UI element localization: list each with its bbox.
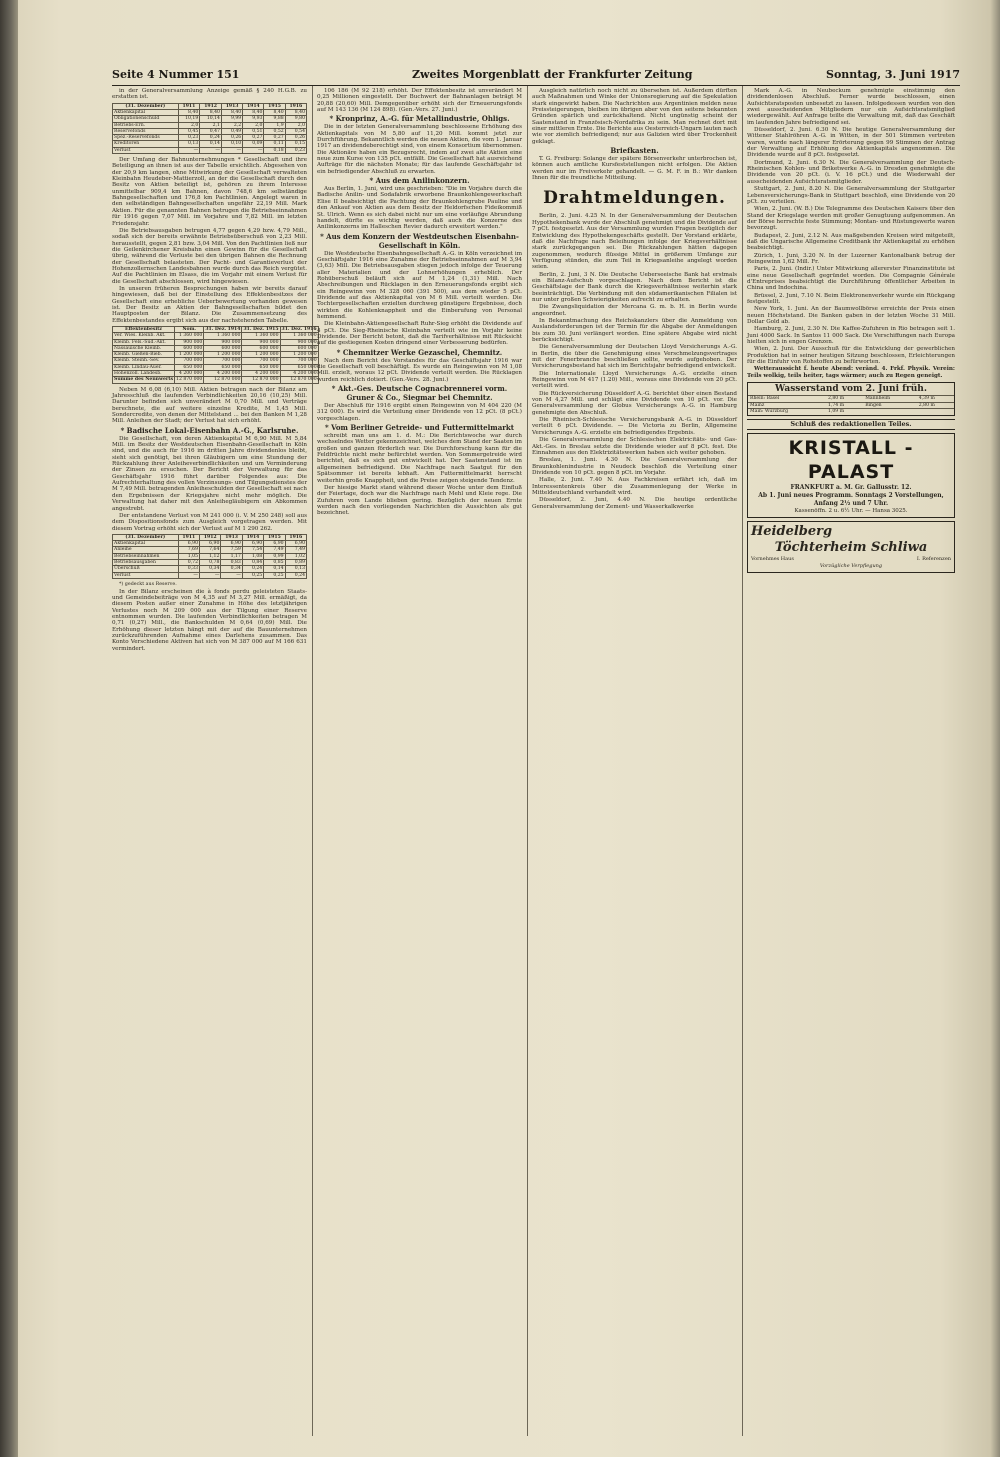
ad-address: FRANKFURT a. M. Gr. Gallusstr. 12. (790, 483, 912, 491)
table-row: Obligationenschuld 10,19 10,14 9,99 9,93 9,88 9,80 (114, 116, 305, 122)
article-paragraph: Der Umfang der Bahnunternehmungen * Gesellschaft und ihre Beteiligung an ihnen ist aus der Tabelle ersichtlich. Abgesehen von der 20,9 km langen, ohne Mitwirkung der Gesellschaft verwalteten Kleinbahn Heudeber-Mattierzoll, an der die Gesellschaft durch den Besitz von Aktien beteiligt ist, gehören zu ihrem Interesse unmittelbar 909,4 km Bahnen, davon 748,6 km selbständige Bahngesellschaften und 176,8 km Pachtlinien. Angelegt waren in den selbständigen Bahngesellschaften ungefähr 22,19 Mill. Mark Aktien. Für die genannten Bahnen betrugen die Betriebseinnahmen für 1916 gegen 7,07 Mill. im Vorjahre und 7,82 Mill. im letzten Friedensjahr. (112, 157, 307, 227)
table-row: Betriebsausgaben 0,72 0,78 0,83 0,84 0,85 0,89 (114, 560, 305, 566)
weather-forecast: Wetteraussicht f. heute Abend: veränd. 4. Frkf. Physik. Verein: Teils wolkig, teils heiter, tags wärmer; auch zu Regen geneigt. (747, 366, 955, 379)
balance-table-1: (31. Dezember) 1911 1912 1913 1914 1915 1916 Aktienkapital 8,40 8,40 8,40 8,40 8,40 8,40 Obligationenschuld 10,19 10,14 9,99 9,93 9,88 9,80 Betriebs-Ern. 2,0 2,1 2,2 2,0 1,9 2,0 Reservefonds 0,45 0,47 0,49 0,51 0,52 0,54 Spez.-Reservefonds 0,23 0,24 0,26 0,27 0,27 0,26 Kreditoren 0,13 0,14 0,10 0,09 0,11 0,15 Verlust — — — — 0,18 0,23 (114, 103, 305, 153)
article-paragraph: T. G. Freiburg: Solange der spätere Börsenverkehr unterbrochen ist, können auch amtliche Kursfeststellungen nicht erfolgen. Die Aktien werden nur im Freiverkehr gehandelt. — G. M. F. in B.: Wir danken Ihnen für die freundliche Mitteilung. (532, 156, 737, 182)
telegram-item: Die Rückversicherung Düsseldorf A.-G. berichtet über einen Bestand von M 4,27 Mill. und schlägt eine Dividende von 10 pCt. vor. Die Generalversammlung der Globus Versicherungs A.-G. in Hamburg genehmigte den Abschluß. (532, 390, 737, 416)
telegram-item: Paris, 2. Juni. (Indir.) Unter Mitwirkung allererster Finanzinstitute ist eine neue Gesellschaft gegründet worden. Die Compagnie Générale d'Entreprises beabsichtigt die Durchführung öffentlicher Arbeiten in China und Indochina. (747, 266, 955, 292)
article-paragraph: In der Bilanz erscheinen die à fonds perdu geleisteten Staats- und Gemeindebeiträge von M 4,35 auf M 3,27 Mill. ermäßigt, da diesem Posten außer einer Zunahme in Höhe des letztjährigen Verlustes noch M 209 000 aus der Tilgung einer Reserve entnommen wurden. Die laufenden Verbindlichkeiten betragen M 0,71 (0,27) Mill., die Bankschulden M 0,64 (0,69) Mill. Die Erhöhung dieser letzten hängt mit der auf die Bauunternehmen zurückzuführenden Aufnahme eines Darlehens zusammen. Das Konto Verschiedene Aktiven hat sich von M 387 000 auf M 166 631 vermindert. (112, 588, 307, 652)
column-3 (532, 88, 737, 1434)
table-row: Mainz 1,74 m Bingen 2,80 m (748, 402, 954, 409)
page-header (112, 68, 960, 84)
table-row: Betriebseinnahmen 1,05 1,12 1,17 1,08 0,99 1,02 (114, 553, 305, 559)
article-paragraph: Der entstandene Verlust von M 241 000 (i. V. M 250 248) soll aus dem Dispositionsfonds zum Ausgleich vorgetragen werden. Mit diesem Vortrag erhöht sich der Verlust auf M 1 290 262. (112, 512, 307, 532)
table-row: Kleinb. Gießen-Bieb. 1 200 000 1 200 000 1 200 000 1 200 000 (114, 352, 317, 358)
header-rule (112, 85, 960, 86)
table-total-row: Summe des Nennwerts 12 870 000 12 870 000 12 870 000 12 870 000 (114, 377, 317, 383)
ad-footer (751, 556, 951, 563)
securities-table: Effektenbesitz Nom. 31. Dez. 1914 31. Dez. 1915 31. Dez. 1916 Ver. Wies. Kleinb. Akt. 1 360 000 1 360 000 1 360 000 1 360 000 Kleinb. Fels.-Sud.-Akt. 900 000 900 000 900 000 900 000 Nassauische Kleinb. 600 000 600 000 600 000 600 000 Kleinb. Gießen-Bieb. 1 200 000 1 200 000 1 200 000 1 200 000 Kleinb. Steinh.-Sev. 700 000 700 000 700 000 700 000 Kleinb. Lindau-Auer. 650 000 650 000 650 000 650 000 Hohenzoll. Landesb. 4 200 000 4 200 000 4 200 000 4 200 000 Summe des Nennwerts 12 870 000 12 870 000 12 870 000 12 870 000 (114, 327, 317, 383)
advertisement-toechterheim (747, 521, 955, 573)
column-rule (742, 86, 743, 1436)
ad-right-text: I. Referenzen (916, 555, 951, 562)
balance-table-2: (31. Dezember) 1911 1912 1913 1914 1915 1916 Aktienkapital 6,90 6,90 6,90 6,90 6,90 6,90 Anleihe 7,69 7,64 7,59 7,54 7,49 7,49 Betriebseinnahmen 1,05 1,12 1,17 1,08 0,99 1,02 Betriebsausgaben 0,72 0,78 0,83 0,84 0,85 0,89 Überschuß 0,33 0,34 0,34 0,24 0,14 0,13 Verlust — — — 0,25 0,25 0,24 (114, 534, 305, 578)
telegram-item: Halle, 2. Juni. 7.40 N. Aus Fachkreisen erfährt ich, daß im Interessentenkreis über die Zusammenlegung der Werke in Mitteldeutschland verhandelt wird. (532, 477, 737, 496)
telegram-item: In Bekanntmachung des Reichskanzlers über die Anmeldung von Auslandsforderungen ist der Termin für die Abgabe der Anmeldungen bis zum 30. Juni verlängert worden. Eine spätere Abgabe wird nicht berücksichtigt. (532, 317, 737, 343)
ad-bottom-text: Vorzügliche Verpflegung (819, 562, 883, 569)
article-heading: * Vom Berliner Getreide- und Futtermittelmarkt (324, 423, 514, 433)
table-footnote: *) gedeckt aus Reserve. (119, 581, 177, 587)
article-paragraph: schreibt man uns am 1. d. M.: Die Berichtswoche war durch wechselndes Wetter gekennzeichnet, welches dem Stand der Saaten im großen und ganzen förderlich war. Die Durchforschung kann für die Feldfrüchte nicht mehr befürchtet werden. Von Sommergetreide wird berichtet, daß es sich gut entwickelt hat. Der Saatenstand ist im allgemeinen befriedigend. Die Nachfrage nach Saatgut für den Spätsommer ist bereits lebhaft. Am Futtermittelmarkt herrscht weiterhin große Knappheit, und die Preise zeigen steigende Tendenz. (317, 433, 522, 484)
article-heading: * Kronprinz, A.-G. für Metallindustrie, Ohligs. (329, 114, 510, 124)
article-paragraph: Aus Berlin, 1. Juni, wird uns geschrieben: "Die im Vorjahre durch die Badische Anilin- und Sodafabrik erworbene Braunkohlengewerkschaft Elise II beabsichtigt die Pachtung der Braunkohlengrube Pauline und den Ankauf von Aktien aus dem Besitz der Heldorfschen Fideikommiß St. Ulrich. Wenn es sich dabei nicht nur um eine vorläufige Abrundung handelt, dürfte es wichtig werden, daß auch die Konzerne des Anilinkonzerns im Halleschen Revier dadurch erweitert werden." (317, 186, 522, 231)
article-heading: * Aus dem Anilinkonzern. (369, 176, 470, 186)
article-paragraph: Der Abschluß für 1916 ergibt einen Reingewinn von M 404 220 (M 312 000). Es wird die Verteilung einer Dividende von 12 pCt. (8 pCt.) vorgeschlagen. (317, 403, 522, 422)
table-row: Kleinb. Fels.-Sud.-Akt. 900 000 900 000 900 000 900 000 (114, 339, 317, 345)
telegram-item: Die Generalversammlung der Deutschen Lloyd Versicherungs A.-G. in Berlin, die über die Genehmigung eines Verschmelzungsvertrages mit der Fenerbranche beschließen sollte, wurde aufgehoben. Der Versicherungsbestand hat sich im Berichtsjahr befriedigend entwickelt. (532, 344, 737, 370)
article-heading: * Akt.-Ges. Deutsche Cognacbrennerei vorm. Gruner & Co., Siegmar bei Chemnitz. (331, 384, 508, 403)
article-paragraph: Die Westdeutsche Eisenbahngesellschaft A.-G. in Köln verzeichnet im Geschäftsjahr 1916 eine Zunahme der Betriebseinnahmen auf M 3,94 (3,63) Mill. Die Betriebsausgaben stiegen jedoch infolge der Teuerung aller Materialien und der Lohnerhöhungen erheblich. Der Rohüberschuß beläuft sich auf M 1,24 (1,31) Mill. Nach Abschreibungen und Rücklagen in den Erneuerungsfonds ergibt sich ein Reingewinn von M 328 060 (391 500), aus dem wieder 5 pCt. Dividende auf das Aktienkapital von M 6 Mill. verteilt werden. Die Tochtergesellschaften erzielten durchweg günstigere Ergebnisse, doch wirkten die Kohlenknappheit und die Einberufung von Personal hemmend. (317, 250, 522, 320)
editorial-end-bar: Schluß des redaktionellen Teiles. (747, 419, 955, 430)
ad-box-office: Kassenöffn. 2 u. 6½ Uhr. — Hansa 3025. (794, 507, 908, 514)
article-paragraph: 106 186 (M 92 218) erhöht. Der Effektenbesitz ist unverändert M 0,25 Millionen eingestellt. Der Buchwert der Bahnanlagen beträgt M 20,88 (20,60) Mill. Demgegenüber erhöht sich der Erneuerungsfonds auf M 143 136 (M 124 898). (Gen.-Vers. 27. Juni.) (317, 88, 522, 114)
article-paragraph: Neben M 6,08 (6,10) Mill. Aktien betragen nach der Bilanz am Jahresschluß die laufenden Verbindlichkeiten 20,16 (10,25) Mill. Darunter befinden sich unverändert M 0,70 Mill. und Verträge berechnete, die auf weitere einzelne Kredite, M 1,45 Mill. Sondercredite, von denen der Mittelstand ... bei den Banken M 1,28 Mill. Anleihen der Stadt; der Verlust hat sich erhöht. (112, 386, 307, 425)
table-row: Reservefonds 0,45 0,47 0,49 0,51 0,52 0,54 (114, 128, 305, 134)
column-rule (312, 86, 313, 1436)
table-header: (31. Dezember) (113, 103, 179, 109)
article-heading: * Aus dem Konzern der Westdeutschen Eisenbahn-Gesellschaft in Köln. (320, 231, 519, 250)
telegram-item: Berlin, 2. Juni. 4.25 N. In der Generalversammlung der Deutschen Hypothekenbank wurde der Abschluß genehmigt und die Dividende auf 7 pCt. festgesetzt. Aus der Versammlung wurden Fragen bezüglich der Entwicklung des Hypothekengeschäfts gestellt. Der Vorstand erklärte, daß die Nachfrage nach Beleihungen infolge der Kriegsverhältnisse stark zurückgegangen sei. Die Rückzahlungen hätten dagegen zugenommen, wodurch flüssige Mittel in größerem Umfange zur Verfügung stünden, die zum Teil in Kriegsanleihe angelegt worden seien. (532, 213, 737, 271)
table-row: Kleinb. Steinh.-Sev. 700 000 700 000 700 000 700 000 (114, 358, 317, 364)
telegram-item: Berlin, 2. Juni, 3 N. Die Deutsche Ueberseeische Bank hat erstmals ein Bilanz-Aufschub vorgeschlagen. Nach dem Bericht ist die Geschäftslage der Bank durch die Kriegsverhältnisse weiterhin stark beeinträchtigt. Die Verbindung mit den südamerikanischen Filialen ist nur unter großen Schwierigkeiten aufrecht zu erhalten. (532, 271, 737, 303)
table-row: Aktienkapital 8,40 8,40 8,40 8,40 8,40 8,40 (114, 109, 305, 115)
table-row: Aktienkapital 6,90 6,90 6,90 6,90 6,90 6,90 (114, 541, 305, 547)
article-heading: * Chemnitzer Werke Gezaschel, Chemnitz. (336, 347, 503, 357)
water-level-table (748, 395, 954, 415)
section-heading-drahtmeldungen: Drahtmeldungen. (543, 188, 726, 209)
table-row: Kleinb. Lindau-Auer. 650 000 650 000 650 000 650 000 (114, 364, 317, 370)
ad-city: Heidelberg (751, 523, 833, 539)
water-level-box (747, 382, 955, 416)
article-heading: * Badische Lokal-Eisenbahn A.-G., Karlsruhe. (120, 425, 299, 435)
article-paragraph: Die in der letzten Generalversammlung beschlossene Erhöhung des Aktienkapitals von M 5,80 auf 11,20 Mill. kommt jetzt zur Durchführung. Bekanntlich werden die neuen Aktien, die vom 1. Januar 1917 an dividendeberechtigt sind, von einem Konsortium übernommen. Die Aktionäre haben ein Bezugsrecht, indem auf zwei alte Aktien eine neue zum Kurse von 135 pCt. entfällt. Die Gesellschaft hat ausreichend Aufträge für die nächsten Monate; für das laufende Geschäftsjahr ist ein befriedigender Abschluß zu erwarten. (317, 124, 522, 175)
telegram-item: Wien, 2. Juni. Der Ausschuß für die Entwicklung der gewerblichen Produktion hat in seiner heutigen Sitzung beschlossen, Erleichterungen für die Einfuhr von Rohstoffen zu befürworten. (747, 346, 955, 366)
page-number: Seite 4 Nummer 151 (112, 68, 240, 81)
column-1 (112, 88, 317, 1434)
intro-text: in der Generalversammlung Anzeige gemäß § 240 H.G.B. zu erstatten ist. (112, 88, 307, 101)
table-row: Verlust — — — 0,25 0,25 0,24 (114, 572, 305, 578)
table-row: Ver. Wies. Kleinb. Akt. 1 360 000 1 360 000 1 360 000 1 360 000 (114, 333, 317, 339)
page-binding (0, 0, 18, 1457)
article-paragraph: Ausgleich natürlich noch nicht zu übersehen ist. Außerdem dürften auch Maßnahmen und Winke der Unionsregierung auf die Spekulation stark eingewirkt haben. Die Nachrichten aus Argentinien melden neue Preissteigerungen, bleiben im übrigen aber von den seitens bekannten Gründen spärlich und zurückhaltend. Nicht ungünstig scheint der Saatenstand in Französisch-Nordafrika zu sein. Man rechnet dort mit einer mittleren Ernte. Die Berichte aus Oesterreich-Ungarn lauten nach wie vor ziemlich befriedigend; nur aus Galizien wird über Trockenheit geklagt. (532, 88, 737, 145)
table-row: Überschuß 0,33 0,34 0,34 0,24 0,14 0,13 (114, 566, 305, 572)
article-paragraph: Die Gesellschaft, von deren Aktienkapital M 6,90 Mill. M 5,84 Mill. im Besitz der Westdeutschen Eisenbahn-Gesellschaft in Köln sind, und die auch für 1916 im dritten Jahre dividendenlos bleibt, sieht sich genötigt, bei ihren Gläubigern um eine Stundung der Rückzahlung ihrer Anleiheverbindlichkeiten und um Verminderung der Zinsen zu ersuchen. Der Bericht der Verwaltung für das Geschäftsjahr 1916 führt darüber Folgendes aus: Die Aufrechterhaltung des vollen Verzinsungs- und Tilgungsdienstes der M 7,49 Mill. betragenden Anleiheschulden der Gesellschaft sei nach den Ergebnissen der Kriegsjahre nicht mehr möglich. Die Verwaltung hat daher mit den Anleihegläubigern ein Abkommen angestrebt. (112, 435, 307, 512)
water-level-title: Wasserstand vom 2. Juni früh. (775, 384, 927, 395)
table-row: Anleihe 7,69 7,64 7,59 7,54 7,49 7,49 (114, 547, 305, 553)
newspaper-title: Zweites Morgenblatt der Frankfurter Zeitung (412, 68, 693, 81)
telegram-item: Die Generalversammlung der Schlesischen Elektricitäts- und Gas-Akt.-Ges. in Breslau setzte die Dividende wieder auf 8 pCt. fest. Die Einnahmen aus den Elektrizitätswerken haben sich weiter gehoben. (532, 437, 737, 456)
section-heading-briefkasten: Briefkasten. (610, 146, 659, 156)
ad-title: KRISTALL - PALAST (788, 436, 914, 483)
telegram-item: Breslau, 1. Juni. 4.30 N. Die Generalversammlung der Braunkohlenindustrie in Neudeck beschloß die Verteilung einer Dividende von 10 pCt. gegen 8 pCt. im Vorjahr. (532, 457, 737, 476)
telegram-item: New York, 1. Juni. An der Baumwollbörse erreichte der Preis einen neuen Höchststand. Die Banken gaben in der letzten Woche 31 Mill. Dollar Gold ab. (747, 306, 955, 326)
telegram-item: Budapest, 2. Juni, 2.12 N. Aus maßgebenden Kreisen wird mitgeteilt, daß die Ungarische Allgemeine Creditbank ihr Aktienkapital zu erhöhen beabsichtigt. (747, 232, 955, 252)
telegram-item: Brüssel, 2. Juni, 7.10 N. Beim Elektronenverkehr wurde ein Rückgang festgestellt. (747, 292, 955, 305)
ad-program: Ab 1. Juni neues Programm. Sonntags 2 Vorstellungen, Anfang 2½ und 7 Uhr. (758, 491, 944, 507)
telegram-item: Zürich, 1. Juni, 3.20 N. In der Luzerner Kantonalbank betrug der Reingewinn 1,62 Mill. Fr. (747, 252, 955, 265)
telegram-item: Mark A.-G. in Neubeckum genehmigte einstimmig den dividendenlosen Abschluß. Ferner wurde beschlossen, einen Aufsichtsratsposten unbesetzt zu lassen. Infolgedessen wurden von den zwei ausscheidenden Mitgliedern nur ein Aufsichtsratsmitglied wiedergewählt. Auf Anfrage teilte die Verwaltung mit, daß das Geschäft im laufenden Jahre befriedigend sei. (747, 88, 955, 126)
advertisement-kristall-palast (747, 433, 955, 518)
ad-left-text: Vornehmes Haus (751, 555, 794, 562)
table-row: Nassauische Kleinb. 600 000 600 000 600 000 600 000 (114, 345, 317, 351)
column-4 (747, 88, 955, 1434)
article-paragraph: Die Kleinbahn-Aktiengesellschaft Ruhr-Sieg erhöht die Dividende auf 4 pCt. Die Sieg-Rheinische Kleinbahn verteilt wie im Vorjahr keine Dividende. Der Bericht betont, daß die Tarifverhältnisse mit Rücksicht auf die gestiegenen Kosten dringend einer Verbesserung bedürfen. (317, 321, 522, 347)
article-paragraph: Der hiesige Markt stand während dieser Woche unter dem Einfluß der Feiertage, doch war die Nachfrage nach Mehl und Kleie rege. Die Zufuhren vom Lande blieben gering. Bezüglich der neuen Ernte werden nach den vorliegenden Nachrichten die Aussichten als gut bezeichnet. (317, 484, 522, 517)
telegram-item: Düsseldorf, 2. Juni, 4.40 N. Die heutige ordentliche Generalversammlung der Zement- und Wasserkalkwerke (532, 497, 737, 510)
table-row: Hohenzoll. Landesb. 4 200 000 4 200 000 4 200 000 4 200 000 (114, 371, 317, 377)
article-paragraph: In unseren früheren Besprechungen haben wir bereits darauf hingewiesen, daß bei der Einstellung des Effektenbesitzes der Gesellschaft eine erhebliche Ueberbewertung vorhanden gewesen ist. Der Besitz an Aktien der Bahngesellschaften bildet den Hauptposten der Bilanz. Die Zusammensetzung des Effektenbestandes ergibt sich aus der nachstehenden Tabelle. (112, 285, 307, 324)
table-row: Rhein: Basel 2,80 m Mannheim 4,39 m (748, 396, 954, 403)
telegram-item: Düsseldorf, 2. Juni. 6.30 N. Die heutige Generalversammlung der Wittener Stahlröhren A.-G. in Witten, in der 501 Stimmen vertreten waren, wurde nach längerer Erörterung gegen 99 Stimmen der Antrag der Verwaltung auf Erhöhung des Aktienkapitals angenommen. Die Dividende wurde auf 8 pCt. festgesetzt. (747, 127, 955, 159)
table-row: Main: Würzburg 1,09 m (748, 409, 954, 415)
table-row: Kreditoren 0,13 0,14 0,10 0,09 0,11 0,15 (114, 141, 305, 147)
telegram-item: Die Rheinisch-Schlesische Versicherungsbank A.-G. in Düsseldorf verteilt 6 pCt. Dividende. — Die Victoria zu Berlin, Allgemeine Versicherungs A.-G. erzielte ein befriedigendes Ergebnis. (532, 417, 737, 436)
table-row: Verlust — — — — 0,18 0,23 (114, 147, 305, 153)
telegram-item: Die Internationale Lloyd Versicherungs A.-G. erzielte einen Reingewinn von M 417 (1.20) Mill., woraus eine Dividende von 20 pCt. verteilt wird. (532, 370, 737, 390)
column-rule (527, 86, 528, 1436)
column-2 (317, 88, 522, 1434)
telegram-item: Hamburg, 2. Juni, 2.30 N. Die Kaffee-Zufuhren in Rio betragen seit 1. Juni 4000 Sack. In Santos 11 000 Sack. Die Verschiffungen nach Europa hielten sich in engen Grenzen. (747, 326, 955, 346)
issue-date: Sonntag, 3. Juni 1917 (826, 68, 960, 81)
page-edge (990, 0, 1000, 1457)
article-paragraph: Die Betriebsausgaben betrugen 4,77 gegen 4,29 bzw. 4,79 Mill., sodaß sich der bereits erwähnte Betriebsüberschuß von 2,23 Mill. herausstellt, gegen 2,81 bzw. 3,04 Mill. Von den Pachtlinien ließ nur die Geilenkirchener Kreisbahn einen Gewinn für die Gesellschaft übrig, während die Verluste bei den übrigen Bahnen die Rechnung der Gesellschaft belasteten. Der Pacht- und Garantieverlust der Hohenzollernschen Landesbahnen wurde durch das Reich vergütet. Auf die Pachtlinien im Elsass, die im Vorjahr mit einem Verlust für die Gesellschaft abschlossen, wird hingewiesen. (112, 227, 307, 285)
ad-title: Töchterheim Schliwa (774, 539, 928, 555)
telegram-item: Dortmund, 2. Juni. 6.30 N. Die Generalversammlung der Deutsch-Rheinischen Kohlen- und Briketwerke A.-G. in Dresden genehmigte die Dividende von 20 pCt. (i. V. 16 pCt.) und die Wiederwahl der ausscheidenden Aufsichtsratsmitglieder. (747, 159, 955, 185)
telegram-item: Stuttgart, 2. Juni, 8.20 N. Die Generalversammlung der Stuttgarter Lebensversicherungs-Bank in Stuttgart beschloß, eine Dividende von 20 pCt. zu verteilen. (747, 186, 955, 205)
article-paragraph: Nach dem Bericht des Vorstandes für das Geschäftsjahr 1916 war die Gesellschaft voll beschäftigt. Es wurde ein Reingewinn von M 1,08 Mill. erzielt, woraus 12 pCt. Dividende verteilt werden. Die Rücklagen wurden reichlich dotiert. (Gen.-Vers. 28. Juni.) (317, 357, 522, 383)
telegram-item: Wien, 2. Juni. (W. B.) Die Telegramme des Deutschen Kaisers über den Stand der Kriegslage werden mit großer Genugtuung aufgenommen. An der Börse herrschte feste Stimmung; Montan- und Rüstungswerte waren bevorzugt. (747, 206, 955, 232)
table-row: Betriebs-Ern. 2,0 2,1 2,2 2,0 1,9 2,0 (114, 122, 305, 128)
telegram-item: Die Zwangsliquidation der Mercana G. m. b. H. in Berlin wurde angeordnet. (532, 304, 737, 317)
table-row: Spez.-Reservefonds 0,23 0,24 0,26 0,27 0,27 0,26 (114, 135, 305, 141)
